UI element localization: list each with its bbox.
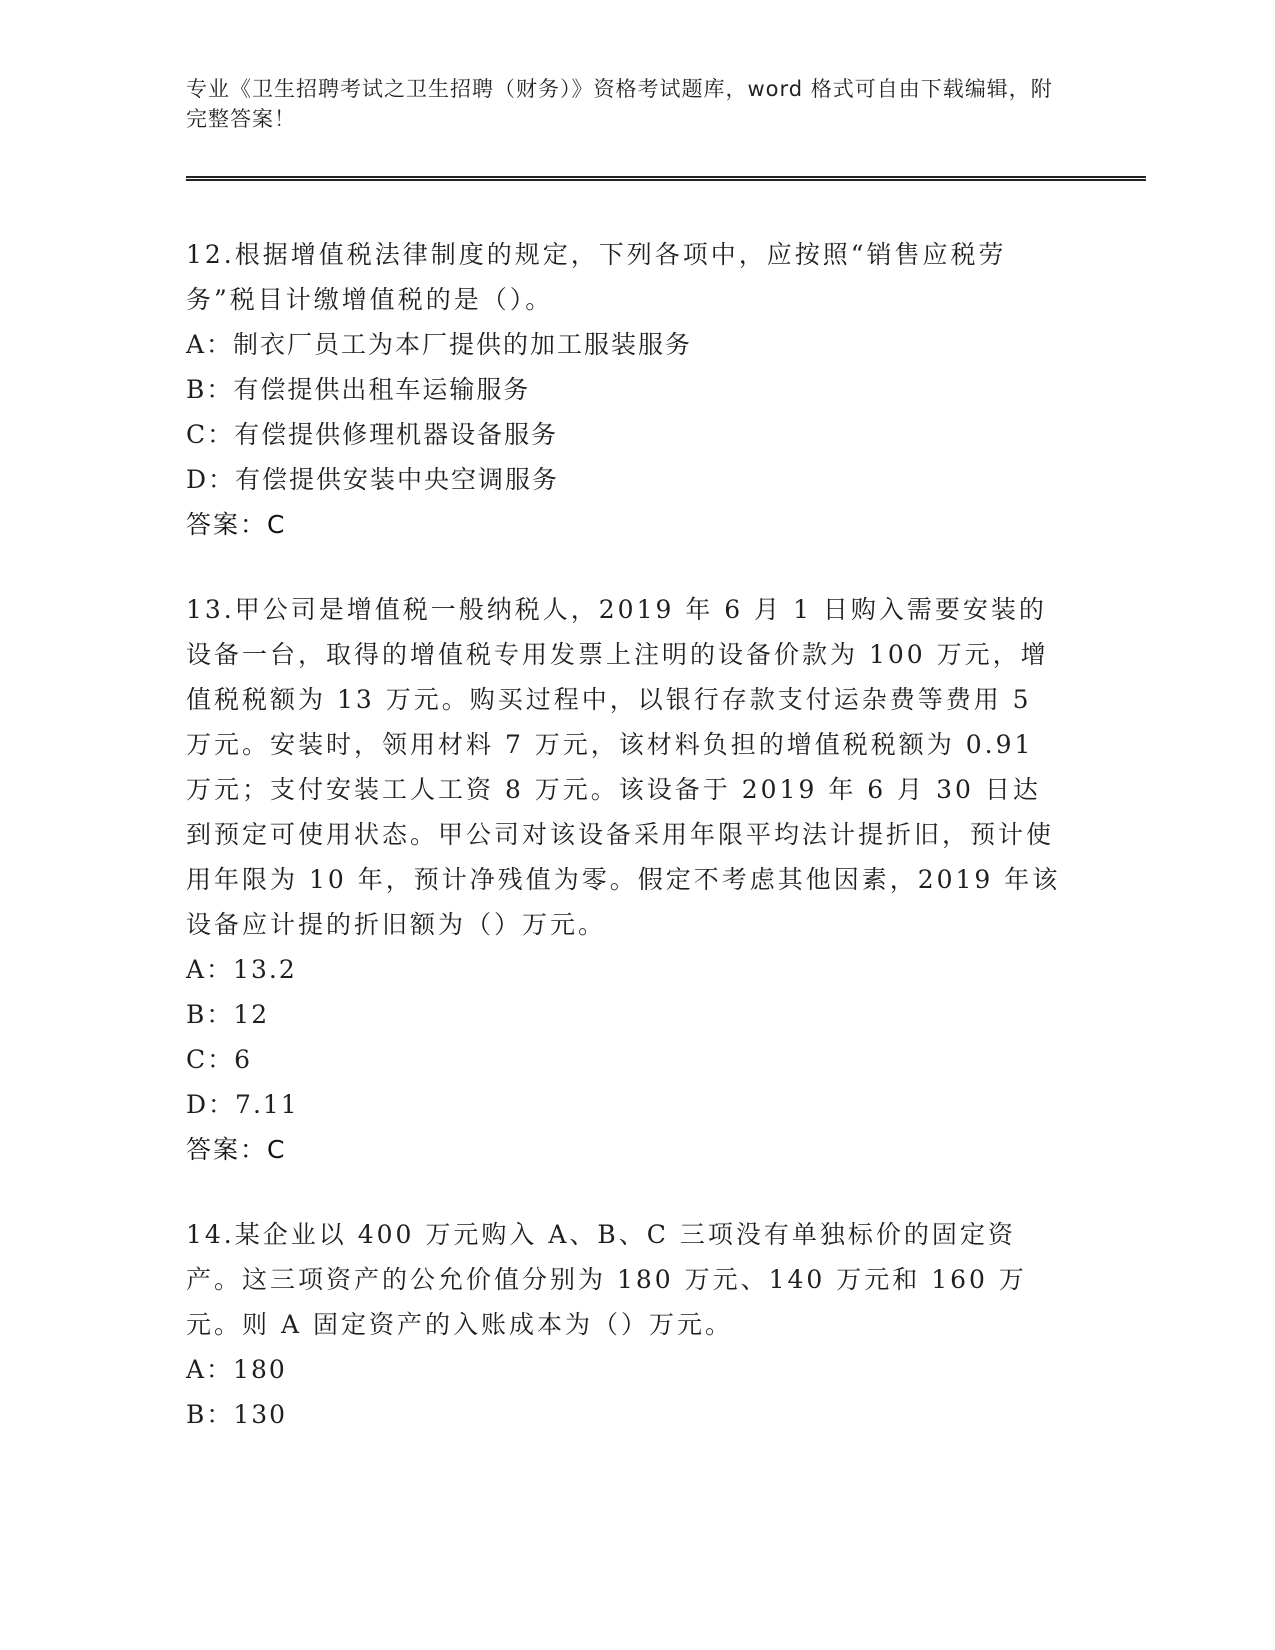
option-b: B：130 [186,1400,288,1429]
option-d: D：7.11 [186,1090,299,1119]
option-a: A：13.2 [186,955,297,984]
option-b: B：12 [186,1000,270,1029]
option-c: C：6 [186,1045,253,1074]
question-list [186,232,1066,1477]
question-14 [186,1212,1066,1437]
answer-line: 答案：C [186,1135,287,1164]
option-a: A：制衣厂员工为本厂提供的加工服装服务 [186,330,693,359]
question-text: 13.甲公司是增值税一般纳税人，2019 年 6 月 1 日购入需要安装的设备一台，取得的增值税专用发票上注明的设备价款为 100 万元，增值税税额为 13 万元。购买过程中，以银行存款支付运杂费等费用 5 万元。安装时，领用材料 7 万元，该材料负担的增值税税额为 0.91 万元；支付安装工人工资 8 万元。该设备于 2019 年 6 月 30 日达到预定可使用状态。甲公司对该设备采用年限平均法计提折旧，预计使用年限为 10 年，预计净残值为零。假定不考虑其他因素，2019 年该设备应计提的折旧额为（）万元。 [186,595,1061,939]
question-12 [186,232,1066,547]
option-b: B：有偿提供出租车运输服务 [186,375,531,404]
question-text: 12.根据增值税法律制度的规定，下列各项中，应按照“销售应税劳务”税目计缴增值税的是（）。 [186,240,1007,314]
header-divider [186,176,1146,181]
option-c: C：有偿提供修理机器设备服务 [186,420,559,449]
question-13 [186,587,1066,1172]
answer-line: 答案：C [186,510,287,539]
question-text: 14.某企业以 400 万元购入 A、B、C 三项没有单独标价的固定资产。这三项资产的公允价值分别为 180 万元、140 万元和 160 万元。则 A 固定资产的入账成本为（）万元。 [186,1220,1027,1339]
option-a: A：180 [186,1355,287,1384]
document-header: 专业《卫生招聘考试之卫生招聘（财务）》资格考试题库，word 格式可自由下载编辑，附完整答案！ [186,77,1053,131]
option-d: D：有偿提供安装中央空调服务 [186,465,560,494]
